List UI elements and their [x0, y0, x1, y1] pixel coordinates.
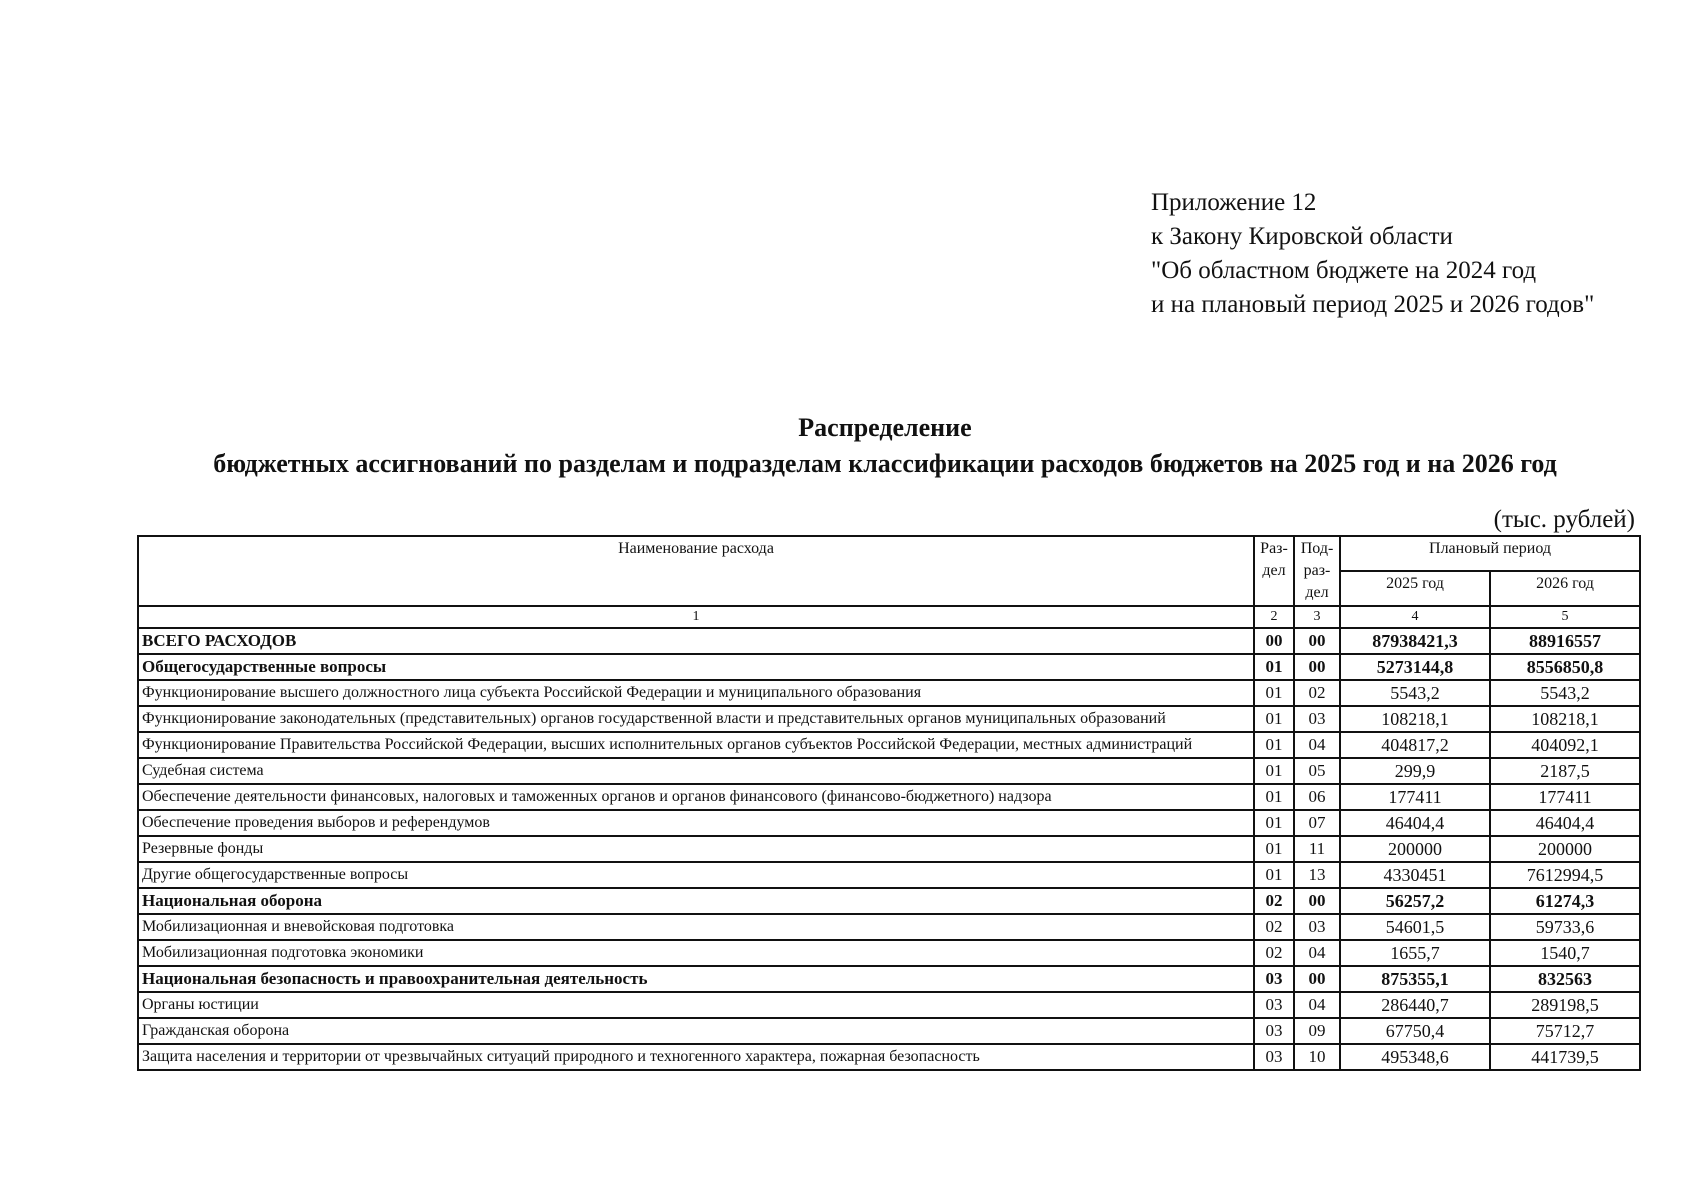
header-plan-period: Плановый период	[1340, 536, 1640, 571]
row-value-2025: 5273144,8	[1340, 654, 1490, 680]
row-section: 03	[1254, 1018, 1294, 1044]
header-year-2025: 2025 год	[1340, 571, 1490, 606]
row-subsection: 03	[1294, 914, 1340, 940]
header-name: Наименование расхода	[138, 536, 1254, 606]
row-value-2025: 1655,7	[1340, 940, 1490, 966]
row-subsection: 00	[1294, 628, 1340, 654]
row-name: Общегосударственные вопросы	[138, 654, 1254, 680]
table-row	[138, 1044, 1640, 1070]
title-line-2: бюджетных ассигнований по разделам и подразделам классификации расходов бюджетов на 2025 год и на 2026 год	[213, 449, 1557, 478]
column-number: 1	[138, 606, 1254, 628]
units-label: (тыс. рублей)	[1493, 506, 1635, 533]
row-value-2025: 54601,5	[1340, 914, 1490, 940]
header-subsection-top: Под-	[1300, 540, 1334, 557]
row-section: 01	[1254, 680, 1294, 706]
row-section: 01	[1254, 758, 1294, 784]
column-number: 4	[1340, 606, 1490, 628]
row-value-2025: 177411	[1340, 784, 1490, 810]
row-value-2026: 289198,5	[1490, 992, 1640, 1018]
row-value-2025: 46404,4	[1340, 810, 1490, 836]
table-row	[138, 680, 1640, 706]
row-name: Органы юстиции	[138, 992, 1254, 1018]
column-number: 3	[1294, 606, 1340, 628]
document-title	[130, 410, 1640, 482]
table-row	[138, 758, 1640, 784]
row-subsection: 13	[1294, 862, 1340, 888]
table-row	[138, 940, 1640, 966]
row-value-2026: 75712,7	[1490, 1018, 1640, 1044]
row-subsection: 04	[1294, 940, 1340, 966]
row-value-2026: 832563	[1490, 966, 1640, 992]
row-subsection: 07	[1294, 810, 1340, 836]
row-name: Обеспечение проведения выборов и референдумов	[138, 810, 1254, 836]
table-row	[138, 914, 1640, 940]
row-value-2025: 5543,2	[1340, 680, 1490, 706]
table-row	[138, 628, 1640, 654]
appendix-line: к Закону Кировской области	[1151, 223, 1453, 250]
row-name: Мобилизационная и вневойсковая подготовка	[138, 914, 1254, 940]
row-section: 01	[1254, 784, 1294, 810]
row-name: Функционирование законодательных (представительных) органов государственной власти и представительных органов муниципальных образований	[138, 706, 1254, 732]
row-value-2026: 2187,5	[1490, 758, 1640, 784]
row-value-2026: 8556850,8	[1490, 654, 1640, 680]
table-row	[138, 1018, 1640, 1044]
table-row	[138, 966, 1640, 992]
row-section: 01	[1254, 836, 1294, 862]
header-section	[1254, 536, 1294, 606]
table-row	[138, 888, 1640, 914]
row-section: 01	[1254, 706, 1294, 732]
row-name: Другие общегосударственные вопросы	[138, 862, 1254, 888]
row-name: Национальная безопасность и правоохранительная деятельность	[138, 966, 1254, 992]
row-name: Национальная оборона	[138, 888, 1254, 914]
header-section-bottom: дел	[1262, 562, 1286, 579]
appendix-line: "Об областном бюджете на 2024 год	[1151, 257, 1537, 284]
row-subsection: 09	[1294, 1018, 1340, 1044]
row-value-2026: 7612994,5	[1490, 862, 1640, 888]
row-value-2025: 108218,1	[1340, 706, 1490, 732]
row-section: 01	[1254, 654, 1294, 680]
row-value-2026: 61274,3	[1490, 888, 1640, 914]
row-value-2025: 299,9	[1340, 758, 1490, 784]
row-value-2026: 46404,4	[1490, 810, 1640, 836]
column-number: 2	[1254, 606, 1294, 628]
row-value-2026: 1540,7	[1490, 940, 1640, 966]
row-value-2026: 200000	[1490, 836, 1640, 862]
row-name: Функционирование высшего должностного лица субъекта Российской Федерации и муниципального образования	[138, 680, 1254, 706]
row-value-2025: 4330451	[1340, 862, 1490, 888]
table-row	[138, 862, 1640, 888]
table-row	[138, 836, 1640, 862]
row-section: 02	[1254, 888, 1294, 914]
row-subsection: 05	[1294, 758, 1340, 784]
column-number: 5	[1490, 606, 1640, 628]
row-section: 03	[1254, 1044, 1294, 1070]
appendix-note	[1151, 186, 1594, 322]
row-section: 03	[1254, 992, 1294, 1018]
row-value-2025: 404817,2	[1340, 732, 1490, 758]
row-subsection: 02	[1294, 680, 1340, 706]
row-value-2025: 286440,7	[1340, 992, 1490, 1018]
row-value-2026: 88916557	[1490, 628, 1640, 654]
row-subsection: 00	[1294, 888, 1340, 914]
row-subsection: 00	[1294, 654, 1340, 680]
header-year-2026: 2026 год	[1490, 571, 1640, 606]
row-name: Функционирование Правительства Российской Федерации, высших исполнительных органов субъектов Российской Федерации, местных администраций	[138, 732, 1254, 758]
row-name: Защита населения и территории от чрезвычайных ситуаций природного и техногенного характера, пожарная безопасность	[138, 1044, 1254, 1070]
table-row	[138, 810, 1640, 836]
row-name: Судебная система	[138, 758, 1254, 784]
budget-table	[137, 535, 1641, 1071]
budget-table-body	[138, 628, 1640, 1070]
row-subsection: 04	[1294, 732, 1340, 758]
row-name: Резервные фонды	[138, 836, 1254, 862]
column-number-row	[138, 606, 1640, 628]
row-name: Обеспечение деятельности финансовых, налоговых и таможенных органов и органов финансового (финансово-бюджетного) надзора	[138, 784, 1254, 810]
title-line-1: Распределение	[798, 413, 972, 442]
row-value-2025: 67750,4	[1340, 1018, 1490, 1044]
row-subsection: 00	[1294, 966, 1340, 992]
appendix-line: и на плановый период 2025 и 2026 годов"	[1151, 291, 1595, 318]
row-name: ВСЕГО РАСХОДОВ	[138, 628, 1254, 654]
row-name: Гражданская оборона	[138, 1018, 1254, 1044]
row-subsection: 03	[1294, 706, 1340, 732]
row-section: 01	[1254, 810, 1294, 836]
row-subsection: 11	[1294, 836, 1340, 862]
row-value-2026: 5543,2	[1490, 680, 1640, 706]
table-row	[138, 992, 1640, 1018]
table-row	[138, 654, 1640, 680]
row-subsection: 10	[1294, 1044, 1340, 1070]
row-value-2026: 108218,1	[1490, 706, 1640, 732]
row-value-2025: 875355,1	[1340, 966, 1490, 992]
table-row	[138, 706, 1640, 732]
row-value-2025: 200000	[1340, 836, 1490, 862]
row-value-2025: 87938421,3	[1340, 628, 1490, 654]
row-section: 00	[1254, 628, 1294, 654]
table-row	[138, 784, 1640, 810]
header-subsection-bottom: дел	[1305, 584, 1329, 601]
row-value-2026: 441739,5	[1490, 1044, 1640, 1070]
row-section: 01	[1254, 862, 1294, 888]
row-section: 02	[1254, 940, 1294, 966]
header-subsection-mid: раз-	[1303, 562, 1331, 579]
row-name: Мобилизационная подготовка экономики	[138, 940, 1254, 966]
table-row	[138, 732, 1640, 758]
row-section: 02	[1254, 914, 1294, 940]
row-section: 03	[1254, 966, 1294, 992]
row-value-2025: 56257,2	[1340, 888, 1490, 914]
row-subsection: 06	[1294, 784, 1340, 810]
row-subsection: 04	[1294, 992, 1340, 1018]
header-subsection	[1294, 536, 1340, 606]
header-section-top: Раз-	[1260, 540, 1288, 557]
row-value-2026: 59733,6	[1490, 914, 1640, 940]
row-value-2025: 495348,6	[1340, 1044, 1490, 1070]
row-value-2026: 404092,1	[1490, 732, 1640, 758]
appendix-line: Приложение 12	[1151, 189, 1317, 216]
row-value-2026: 177411	[1490, 784, 1640, 810]
row-section: 01	[1254, 732, 1294, 758]
